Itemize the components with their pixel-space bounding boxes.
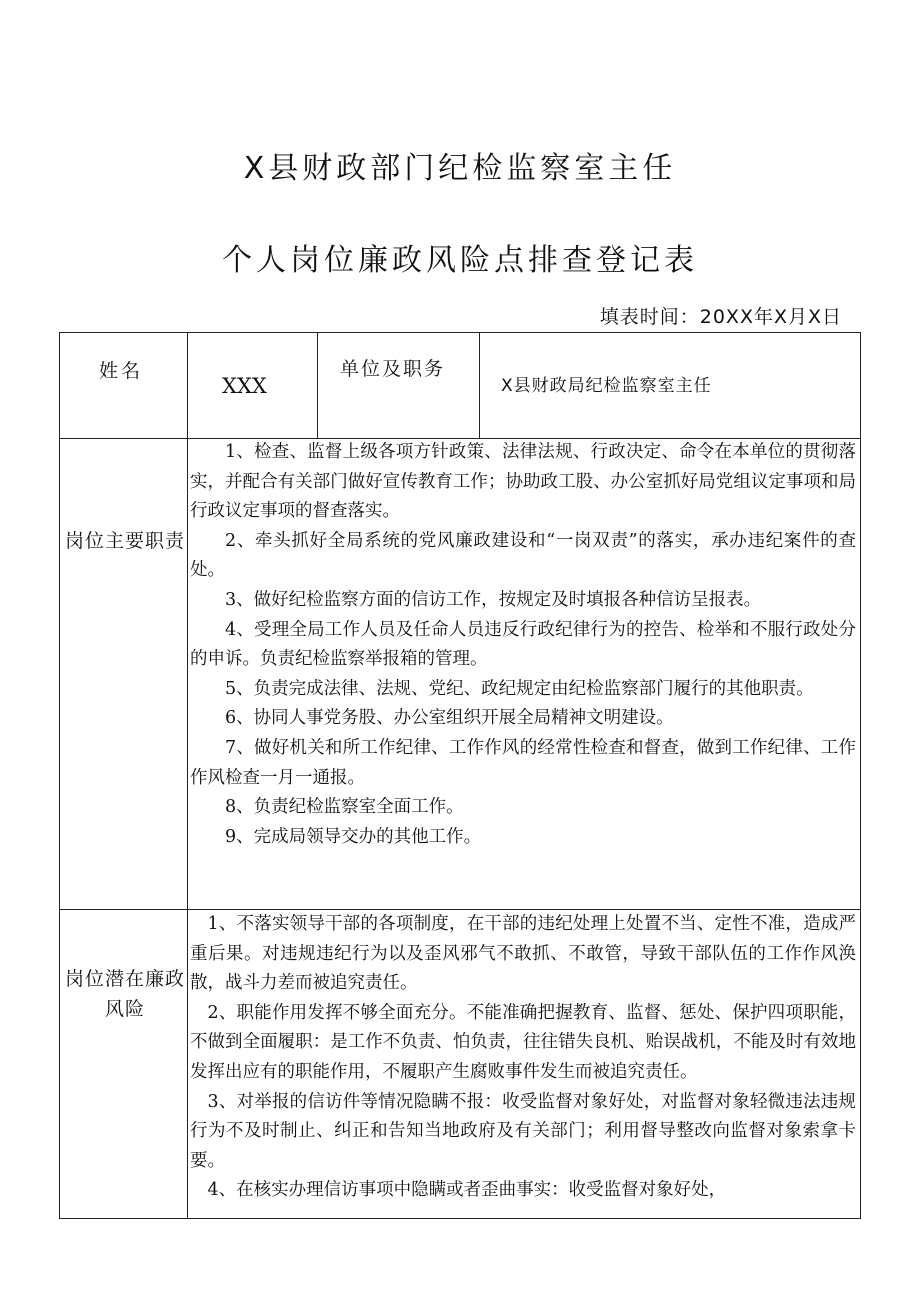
table-border-bottom: [59, 1218, 861, 1219]
risk-item: 2、职能作用发挥不够全面充分。不能准确把握教育、监督、惩处、保护四项职能，不做到全面履职：是工作不负责、怕负责，往往错失良机、贻误战机，不能及时有效地发挥出应有的职能作用，不履职产生腐败事件发生而被追究责任。: [190, 1002, 856, 1082]
duty-item: 3、做好纪检监察方面的信访工作，按规定及时填报各种信访呈报表。: [225, 589, 762, 610]
duty-item: 2、牵头抓好全局系统的党风廉政建设和“一岗双责”的落实，承办违纪案件的查处。: [190, 530, 856, 581]
duty-item: 6、协同人事党务股、办公室组织开展全局精神文明建设。: [225, 708, 674, 729]
fill-date: 填表时间：20XX年X月X日: [599, 306, 842, 328]
risks-list: [190, 910, 856, 1216]
table-border-top: [59, 332, 861, 333]
name-label: 姓名: [99, 360, 144, 382]
position-value: X县财政局纪检监察室主任: [501, 376, 712, 396]
risks-label: 岗位潜在廉政风险: [65, 968, 186, 1020]
duty-item: 8、负责纪检监察室全面工作。: [225, 797, 464, 818]
duty-item: 9、完成局领导交办的其他工作。: [225, 826, 482, 847]
table-border-right: [860, 332, 861, 1219]
col-divider-label: [187, 332, 188, 1219]
duties-label: 岗位主要职责: [65, 530, 186, 552]
col-divider-name-value: [317, 332, 318, 439]
risk-item: 3、对举报的信访件等情况隐瞒不报：收受监督对象好处，对监督对象轻微违法违规行为不及时制止、纠正和告知当地政府及有关部门；利用督导整改向监督对象索拿卡要。: [190, 1091, 856, 1171]
duties-list: [190, 438, 856, 852]
registration-table: [59, 332, 861, 1219]
col-divider-position-label: [479, 332, 480, 439]
risk-item: 1、不落实领导干部的各项制度，在干部的违纪处理上处置不当、定性不准，造成严重后果。对违规违纪行为以及歪风邪气不敢抓、不敢管，导致干部队伍的工作作风涣散，战斗力差而被追究责任。: [190, 914, 856, 994]
duty-item: 4、受理全局工作人员及任命人员违反行政纪律行为的控告、检举和不服行政处分的申诉。负责纪检监察举报箱的管理。: [190, 619, 856, 670]
duty-item: 5、负责完成法律、法规、党纪、政纪规定由纪检监察部门履行的其他职责。: [225, 678, 814, 699]
name-value: XXX: [222, 374, 267, 398]
position-label: 单位及职务: [340, 358, 446, 380]
duty-item: 1、检查、监督上级各项方针政策、法律法规、行政决定、命令在本单位的贯彻落实，并配合有关部门做好宣传教育工作；协助政工股、办公室抓好局党组议定事项和局行政议定事项的督查落实。: [190, 442, 856, 522]
document-title-line-1: X县财政部门纪检监察室主任: [243, 151, 677, 186]
duty-item: 7、做好机关和所工作纪律、工作作风的经常性检查和督查，做到工作纪律、工作作风检查一月一通报。: [190, 737, 856, 788]
document-title-line-2: 个人岗位廉政风险点排查登记表: [222, 243, 698, 278]
risk-item: 4、在核实办理信访事项中隐瞒或者歪曲事实：收受监督对象好处，: [207, 1180, 727, 1201]
table-border-left: [59, 332, 60, 1219]
